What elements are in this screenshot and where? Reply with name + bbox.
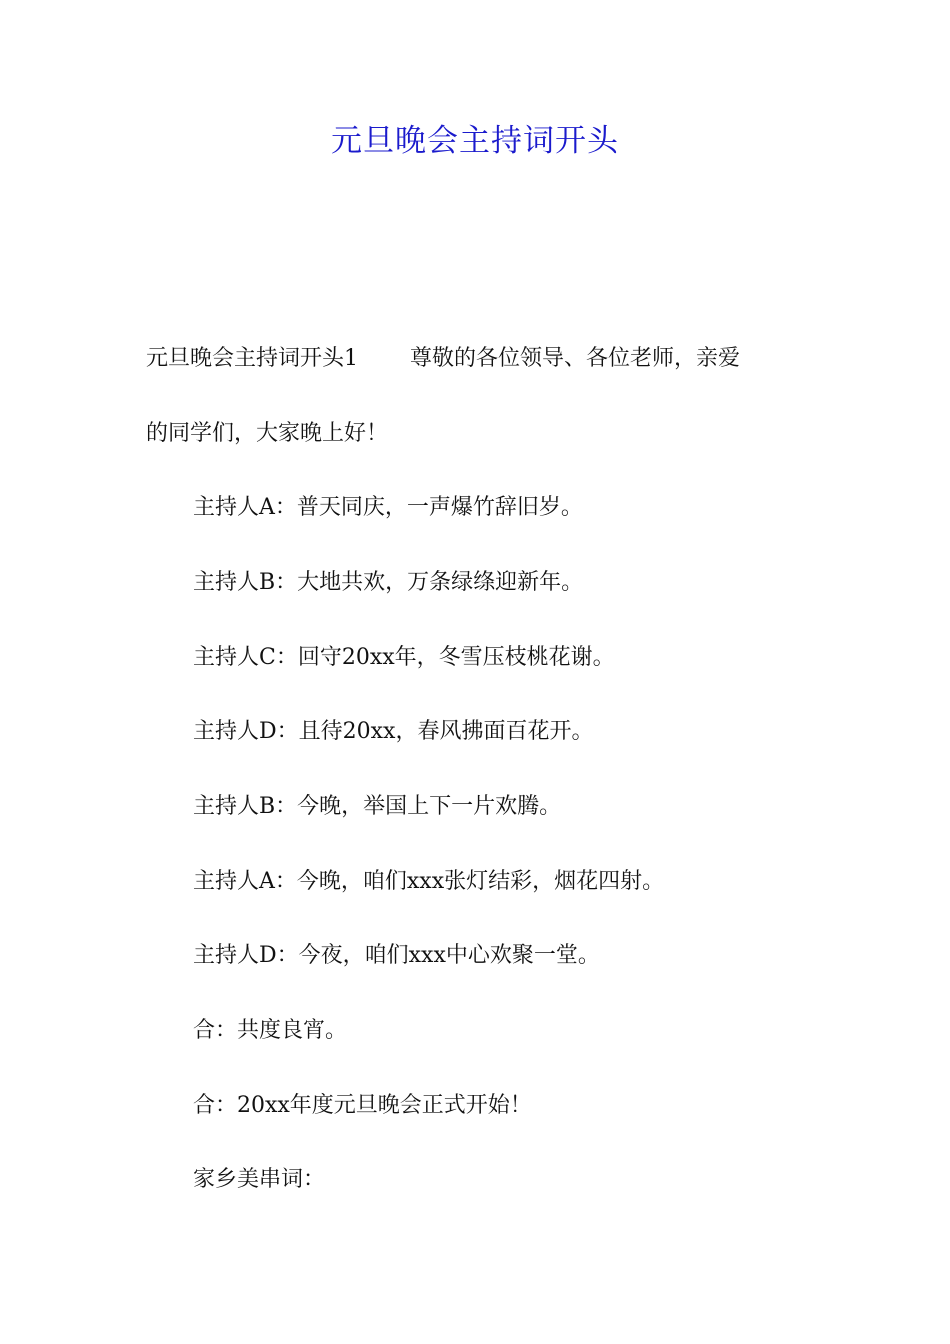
paragraph-line: 主持人D：今夜，咱们xxx中心欢聚一堂。: [193, 943, 600, 968]
paragraph-line: 主持人D：且待20xx，春风拂面百花开。: [193, 719, 594, 744]
paragraph-line: 主持人B：今晚，举国上下一片欢腾。: [193, 794, 562, 819]
paragraph-line: 合：20xx年度元旦晚会正式开始！: [193, 1093, 532, 1118]
paragraph-line: 主持人C：回守20xx年，冬雪压枝桃花谢。: [193, 645, 615, 670]
intro-paragraph-line-2: 的同学们，大家晚上好！: [146, 421, 389, 446]
document-title: 元旦晚会主持词开头: [331, 123, 619, 159]
intro-first-text: 尊敬的各位领导、各位老师，亲爱: [410, 346, 741, 371]
paragraph-line: 主持人A：普天同庆，一声爆竹辞旧岁。: [193, 495, 583, 520]
paragraph-line: 合：共度良宵。: [193, 1018, 348, 1043]
intro-heading: 元旦晚会主持词开头1: [146, 346, 358, 371]
intro-paragraph-line-1: [146, 348, 740, 370]
paragraph-line: 主持人B：大地共欢，万条绿绦迎新年。: [193, 570, 584, 595]
paragraph-line: 家乡美串词：: [193, 1167, 326, 1192]
paragraph-line: 主持人A：今晚，咱们xxx张灯结彩，烟花四射。: [193, 869, 665, 894]
